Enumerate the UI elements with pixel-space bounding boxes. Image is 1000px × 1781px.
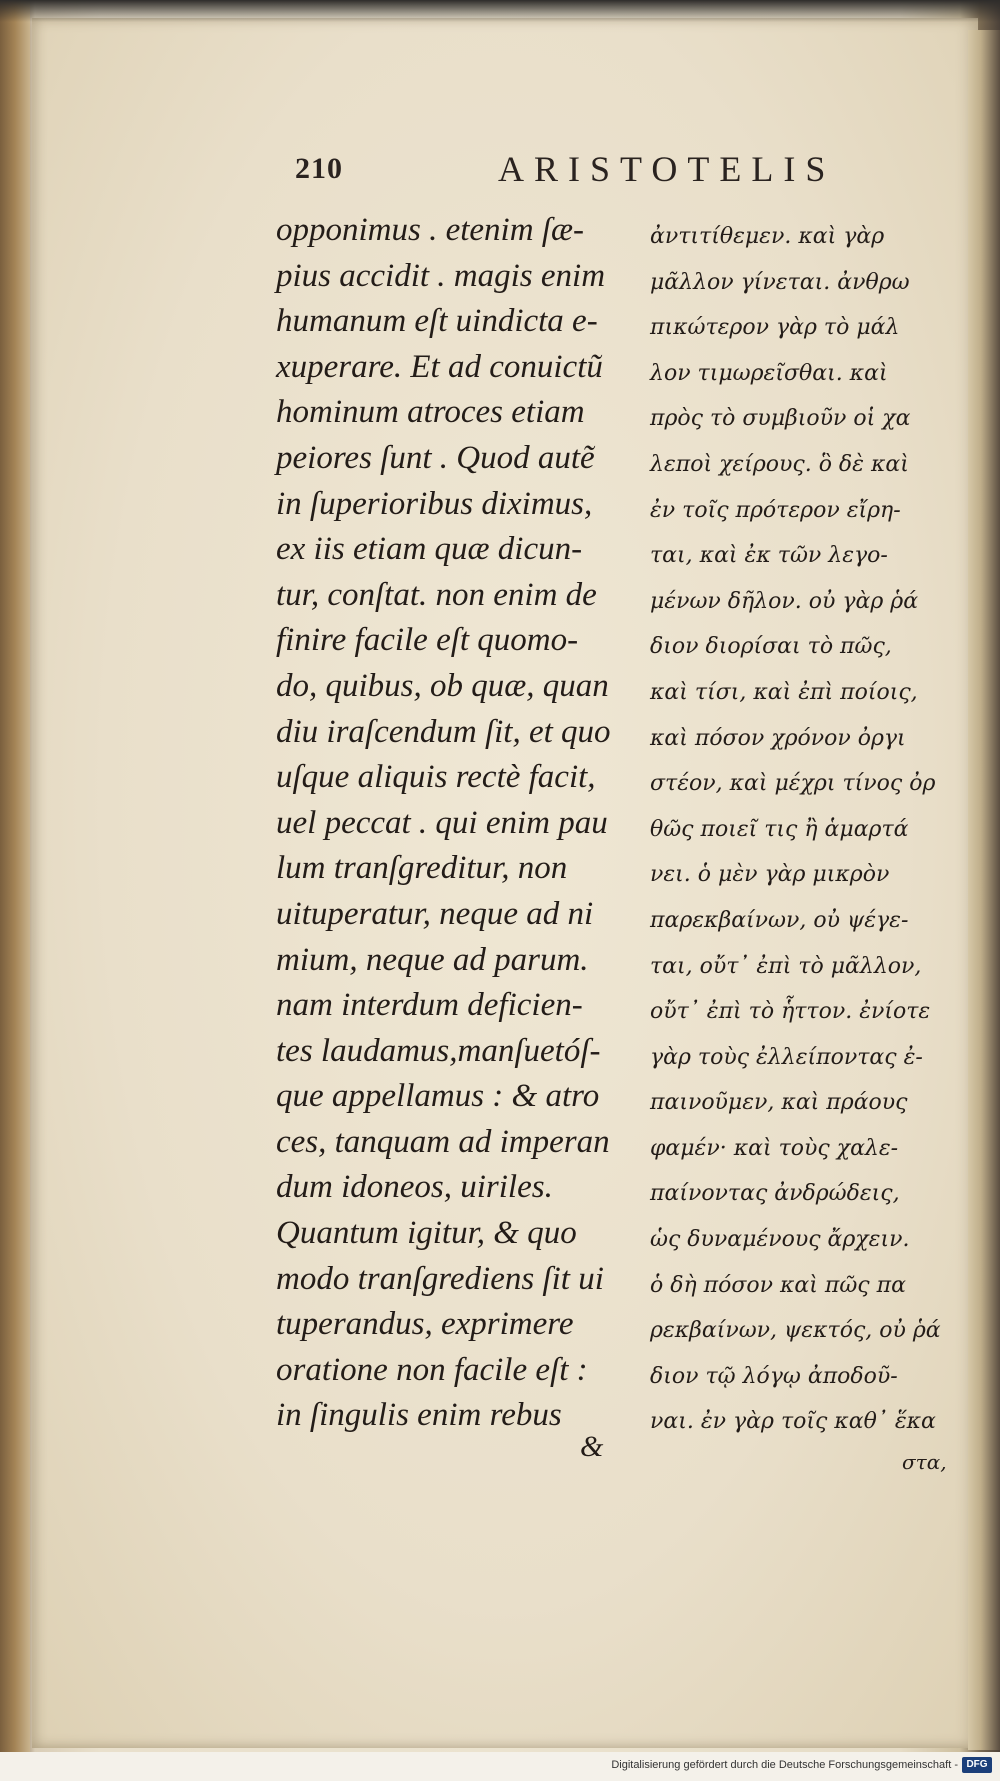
digitization-credit: Digitalisierung gefördert durch die Deutsche Forschungsgemeinschaft - [611,1759,958,1771]
latin-line: uel peccat . qui enim pau [276,804,608,841]
greek-catchword: στα, [902,1450,947,1474]
latin-line: tuperandus, exprimere [276,1306,574,1343]
greek-line: καὶ πόσον χρόνον ὀργι [650,725,906,751]
book-binding [0,0,30,1781]
latin-line: finire facile eſt quomo- [276,622,579,659]
latin-line: uſque aliquis rectè facit, [276,759,596,796]
greek-line: πικώτερον γὰρ τὸ μάλ [650,315,900,341]
latin-line: peiores ſunt . Quod autẽ [276,439,595,476]
dfg-logo-icon: DFG [962,1757,992,1773]
latin-line: dum idoneos, uiriles. [276,1169,553,1206]
latin-line: in ſingulis enim rebus [276,1397,562,1434]
greek-line: λεποὶ χείρους. ὃ δὲ καὶ [650,451,909,477]
greek-line: διον διορίσαι τὸ πῶς, [650,634,892,660]
greek-line: πρὸς τὸ συμβιοῦν οἱ χα [650,406,911,432]
latin-line: do, quibus, ob quæ, quan [276,667,609,704]
latin-text-column [276,208,631,1439]
page-number: 210 [295,152,343,185]
greek-line: διον τῷ λόγῳ ἀποδοῦ- [650,1363,898,1389]
latin-line: opponimus . etenim ſæ- [276,212,584,248]
latin-line: pius accidit . magis enim [276,257,606,294]
greek-line: ἀντιτίθεμεν. καὶ γὰρ [650,224,885,249]
greek-line: ρεκβαίνων, ψεκτός, οὐ ῥά [650,1318,941,1344]
greek-line: φαμέν· καὶ τοὺς χαλε- [650,1135,899,1161]
latin-line: uituperatur, neque ad ni [276,895,594,932]
latin-line: ex iis etiam quæ dicun- [276,531,583,568]
greek-line: ὁ δὴ πόσον καὶ πῶς πα [650,1272,906,1298]
greek-line: καὶ τίσι, καὶ ἐπὶ ποίοις, [650,679,918,705]
latin-line: humanum eſt uindicta e- [276,303,598,340]
latin-catchword: & [580,1430,604,1463]
greek-text-column [650,214,960,1445]
latin-line: xuperare. Et ad conuictũ [276,348,603,385]
latin-line: oratione non facile eſt : [276,1351,588,1388]
latin-line: mium, neque ad parum. [276,941,589,978]
greek-line: ὡς δυναμένους ἄρχειν. [650,1227,910,1253]
greek-line: παινοῦμεν, καὶ πράους [650,1090,908,1116]
greek-line: ἐν τοῖς πρότερον εἴρη- [650,497,901,523]
greek-line: γὰρ τοὺς ἐλλείποντας ἐ- [650,1044,923,1070]
latin-line: lum tranſgreditur, non [276,850,568,887]
greek-line: ναι. ἐν γὰρ τοῖς καθ᾽ ἕκα [650,1409,936,1435]
greek-line: παίνοντας ἀνδρώδεις, [650,1181,900,1207]
latin-line: tes laudamus,manſuetóſ- [276,1032,601,1069]
greek-line: παρεκβαίνων, οὐ ψέγε- [650,907,909,933]
page-edge [968,30,1000,1750]
latin-line: in ſuperioribus diximus, [276,485,593,522]
greek-line: ται, καὶ ἐκ τῶν λεγο- [650,543,888,569]
greek-line: στέον, καὶ μέχρι τίνος ὀρ [650,771,936,797]
latin-line: que appellamus : & atro [276,1078,600,1115]
top-shadow [0,0,1000,22]
greek-line: ται, οὔτ᾽ ἐπὶ τὸ μᾶλλον, [650,953,922,979]
latin-line: diu iraſcendum ſit, et quo [276,713,611,750]
latin-line: modo tranſgrediens ſit ui [276,1260,604,1297]
running-head: ARISTOTELIS [498,149,836,189]
latin-line: nam interdum deficien- [276,987,583,1024]
greek-line: οὔτ᾽ ἐπὶ τὸ ἧττον. ἐνίοτε [650,999,931,1025]
latin-line: ces, tanquam ad imperan [276,1123,610,1160]
greek-line: μᾶλλον γίνεται. ἀνθρω [650,269,910,295]
latin-line: hominum atroces etiam [276,394,585,431]
greek-line: νει. ὁ μὲν γὰρ μικρὸν [650,862,890,888]
greek-line: θῶς ποιεῖ τις ἢ ἁμαρτά [650,816,909,842]
greek-line: μένων δῆλον. οὐ γὰρ ῥά [650,588,919,614]
latin-line: Quantum igitur, & quo [276,1215,577,1252]
latin-line: tur, conſtat. non enim de [276,576,597,613]
greek-line: λον τιμωρεῖσθαι. καὶ [650,360,888,386]
